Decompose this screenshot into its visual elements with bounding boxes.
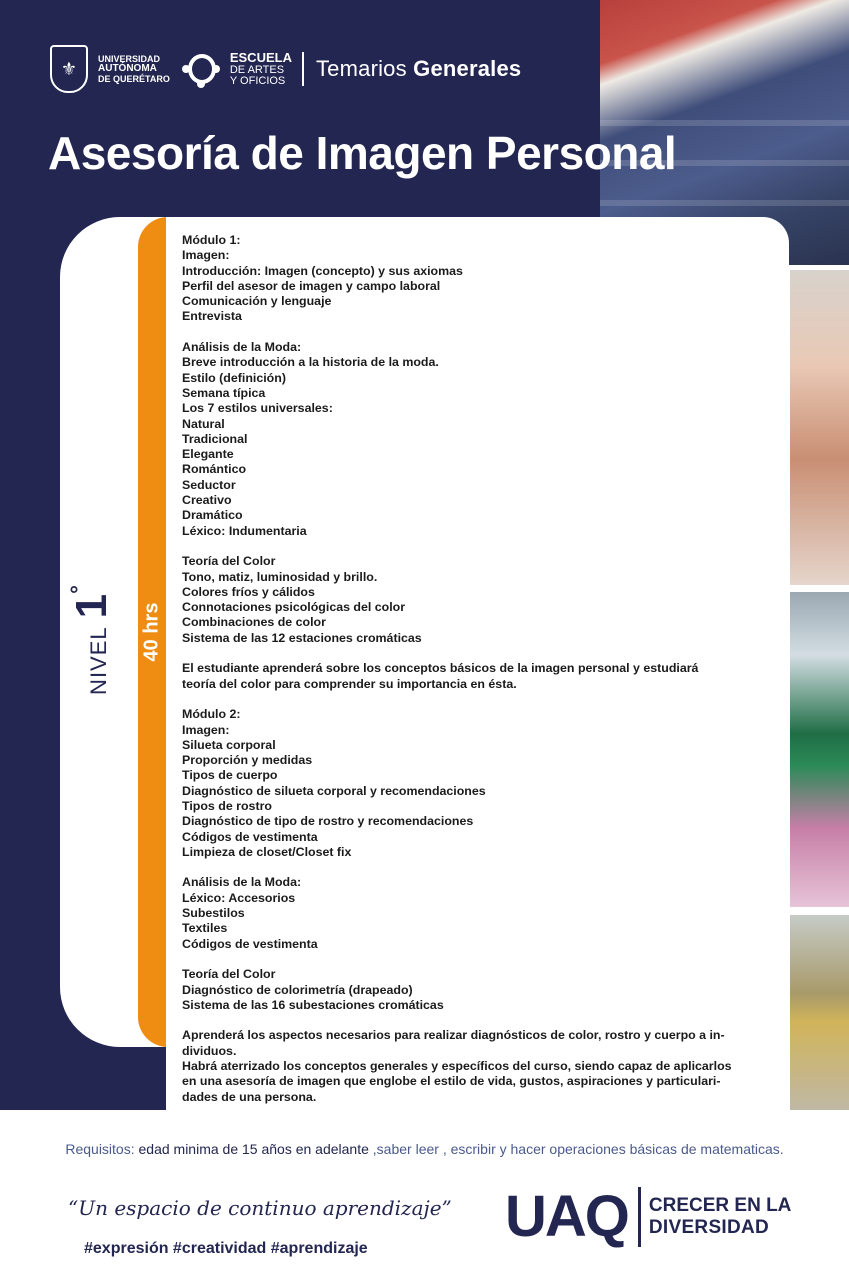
- line-gap: [182, 325, 752, 340]
- line-gap: [182, 952, 752, 967]
- syllabus-line: Tono, matiz, luminosidad y brillo.: [182, 569, 378, 584]
- line-gap: [182, 646, 752, 661]
- syllabus-line: Estilo (definición): [182, 370, 286, 385]
- line-gap: [182, 692, 752, 707]
- syllabus-line: El estudiante aprenderá sobre los conceptos básicos de la imagen personal y estudiará: [182, 661, 699, 676]
- line-gap: [182, 1013, 752, 1028]
- syllabus-line: Dramático: [182, 508, 243, 523]
- syllabus-line: Creativo: [182, 493, 232, 508]
- syllabus-line: Habrá aterrizado los conceptos generales y específicos del curso, siendo capaz de aplicarlos: [182, 1059, 732, 1074]
- fashion-photo: [790, 592, 849, 907]
- syllabus-line: Combinaciones de color: [182, 615, 326, 630]
- uaq-motto: CRECER EN LA DIVERSIDAD: [648, 1195, 792, 1238]
- syllabus-line: Proporción y medidas: [182, 753, 313, 768]
- syllabus-line: Breve introducción a la historia de la moda.: [182, 355, 439, 370]
- syllabus-line: Imagen:: [182, 722, 230, 737]
- syllabus-line: Léxico: Indumentaria: [182, 523, 307, 538]
- syllabus-line: Diagnóstico de colorimetría (drapeado): [182, 982, 413, 997]
- syllabus-line: Comunicación y lenguaje: [182, 294, 332, 309]
- syllabus-line: Tipos de rostro: [182, 798, 272, 813]
- hashtags: #expresión #creatividad #aprendizaje: [84, 1240, 368, 1257]
- syllabus-line: Módulo 1:: [182, 233, 241, 247]
- slogan: “Un espacio de continuo aprendizaje”: [68, 1196, 452, 1220]
- syllabus-line: en una asesoría de imagen que englobe el estilo de vida, gustos, aspiraciones y particulari-: [182, 1074, 721, 1089]
- university-crest-icon: ⚜: [50, 45, 88, 93]
- portrait-photo: [790, 270, 849, 585]
- syllabus-line: Tradicional: [182, 431, 248, 446]
- syllabus-line: Los 7 estilos universales:: [182, 401, 333, 416]
- syllabus-line: Códigos de vestimenta: [182, 829, 318, 844]
- syllabus-line: Semana típica: [182, 385, 266, 400]
- syllabus-line: Natural: [182, 416, 225, 431]
- syllabus-line: dades de una persona.: [182, 1089, 317, 1104]
- syllabus-line: Módulo 2:: [182, 707, 241, 722]
- syllabus-line: Sistema de las 12 estaciones cromáticas: [182, 630, 422, 645]
- syllabus-line: Códigos de vestimenta: [182, 936, 318, 951]
- school-name: ESCUELA DE ARTES Y OFICIOS: [229, 50, 292, 87]
- header-divider: [302, 52, 304, 86]
- hours-label: 40 hrs: [140, 602, 163, 662]
- syllabus-line: Teoría del Color: [182, 967, 276, 982]
- syllabus-line: Seductor: [182, 477, 236, 492]
- syllabus-line: Imagen:: [182, 248, 230, 263]
- syllabus-line: Análisis de la Moda:: [182, 340, 302, 355]
- university-name: UNIVERSIDAD AUTÓNOMA DE QUERÉTARO: [98, 54, 170, 84]
- syllabus-line: Análisis de la Moda:: [182, 875, 302, 890]
- syllabus-line: Aprenderá los aspectos necesarios para realizar diagnósticos de color, rostro y cuerpo a in-: [182, 1028, 725, 1043]
- requirements: Requisitos: edad minima de 15 años en adelante ,saber leer , escribir y hacer operaciones básicas de matematicas.: [65, 1141, 784, 1157]
- line-gap: [182, 539, 752, 554]
- uaq-logo: [505, 1186, 791, 1248]
- level-label: NIVEL 1 °: [66, 585, 116, 695]
- line-gap: [182, 860, 752, 875]
- syllabus-line: Diagnóstico de tipo de rostro y recomendaciones: [182, 814, 474, 829]
- uaq-wordmark: UAQ: [505, 1184, 628, 1249]
- syllabus-content: [182, 233, 752, 1105]
- syllabus-line: dividuos.: [182, 1043, 237, 1058]
- syllabus-line: Introducción: Imagen (concepto) y sus axiomas: [182, 263, 463, 278]
- uaq-divider: [638, 1187, 641, 1247]
- syllabus-line: Subestilos: [182, 906, 245, 921]
- syllabus-line: Sistema de las 16 subestaciones cromáticas: [182, 997, 444, 1012]
- syllabus-line: Colores fríos y cálidos: [182, 584, 315, 599]
- syllabus-line: Textiles: [182, 921, 228, 936]
- syllabus-line: Diagnóstico de silueta corporal y recomendaciones: [182, 783, 486, 798]
- syllabus-line: Elegante: [182, 447, 234, 462]
- school-logo-icon: [182, 50, 220, 88]
- clothes-rack-photo: [790, 915, 849, 1110]
- syllabus-line: Romántico: [182, 462, 247, 477]
- temarios-generales: Temarios Generales: [315, 56, 522, 81]
- syllabus-line: Teoría del Color: [182, 554, 276, 569]
- header: [50, 44, 521, 94]
- syllabus-line: Connotaciones psicológicas del color: [182, 600, 406, 615]
- page-title: Asesoría de Imagen Personal: [48, 127, 677, 179]
- syllabus-line: Perfil del asesor de imagen y campo laboral: [182, 278, 441, 293]
- syllabus-line: Entrevista: [182, 309, 242, 324]
- syllabus-line: Léxico: Accesorios: [182, 890, 296, 905]
- syllabus-line: teoría del color para comprender su importancia en ésta.: [182, 676, 517, 691]
- syllabus-line: Limpieza de closet/Closet fix: [182, 844, 352, 859]
- syllabus-line: Tipos de cuerpo: [182, 768, 278, 783]
- syllabus-line: Silueta corporal: [182, 737, 276, 752]
